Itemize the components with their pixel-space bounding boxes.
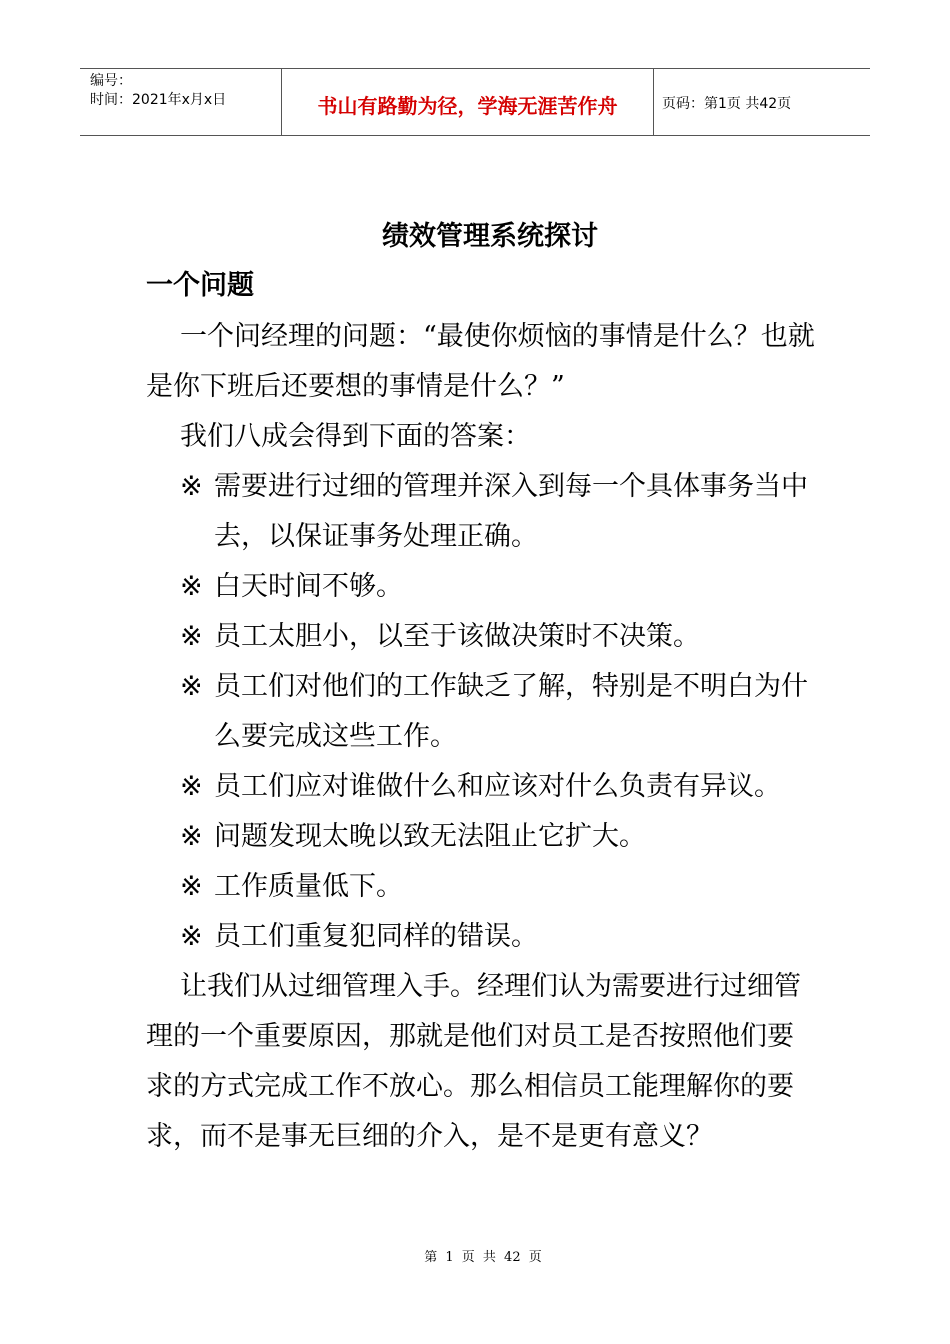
document-title: 绩效管理系统探讨	[382, 221, 598, 252]
reference-mark-icon: ※	[180, 621, 203, 652]
list-item	[146, 662, 816, 762]
section-heading: 一个问题	[146, 270, 254, 301]
list-item-text: 员工太胆小，以至于该做决策时不决策。	[214, 621, 700, 652]
document-body	[146, 264, 816, 1162]
list-item	[146, 462, 816, 562]
reference-mark-icon: ※	[180, 671, 203, 702]
header-meta-cell	[80, 69, 282, 135]
list-item-text: 员工们对他们的工作缺乏了解，特别是不明白为什么要完成这些工作。	[214, 671, 808, 752]
answer-list	[146, 462, 816, 962]
header-page-info: 页码：第1页 共42页	[662, 96, 792, 112]
list-item	[146, 762, 816, 812]
list-item	[146, 612, 816, 662]
document-time-label: 时间：2021年x月x日	[90, 92, 227, 108]
list-item-text: 员工们重复犯同样的错误。	[214, 921, 538, 952]
header-motto-cell	[282, 69, 654, 135]
list-item	[146, 912, 816, 962]
intro-paragraph-2: 我们八成会得到下面的答案：	[180, 421, 531, 452]
reference-mark-icon: ※	[180, 821, 203, 852]
page-footer: 第 1 页 共 42 页	[424, 1250, 542, 1265]
reference-mark-icon: ※	[180, 921, 203, 952]
list-item-text: 需要进行过细的管理并深入到每一个具体事务当中去，以保证事务处理正确。	[214, 471, 808, 552]
list-item	[146, 862, 816, 912]
list-item-text: 问题发现太晚以致无法阻止它扩大。	[214, 821, 646, 852]
intro-paragraph-1: 一个问经理的问题：“最使你烦恼的事情是什么？也就是你下班后还要想的事情是什么？”	[146, 321, 815, 402]
list-item-text: 员工们应对谁做什么和应该对什么负责有异议。	[214, 771, 781, 802]
list-item-text: 工作质量低下。	[214, 871, 403, 902]
header-page-cell	[654, 69, 870, 135]
document-header	[80, 68, 870, 136]
reference-mark-icon: ※	[180, 871, 203, 902]
document-number-label: 编号：	[90, 73, 132, 89]
list-item	[146, 562, 816, 612]
list-item	[146, 812, 816, 862]
closing-paragraph: 让我们从过细管理入手。经理们认为需要进行过细管理的一个重要原因，那就是他们对员工是否按照他们要求的方式完成工作不放心。那么相信员工能理解你的要求，而不是事无巨细的介入，是不是更有意义？	[146, 971, 801, 1152]
reference-mark-icon: ※	[180, 771, 203, 802]
reference-mark-icon: ※	[180, 571, 203, 602]
list-item-text: 白天时间不够。	[214, 571, 403, 602]
header-motto: 书山有路勤为径，学海无涯苦作舟	[317, 93, 618, 118]
reference-mark-icon: ※	[180, 471, 203, 502]
